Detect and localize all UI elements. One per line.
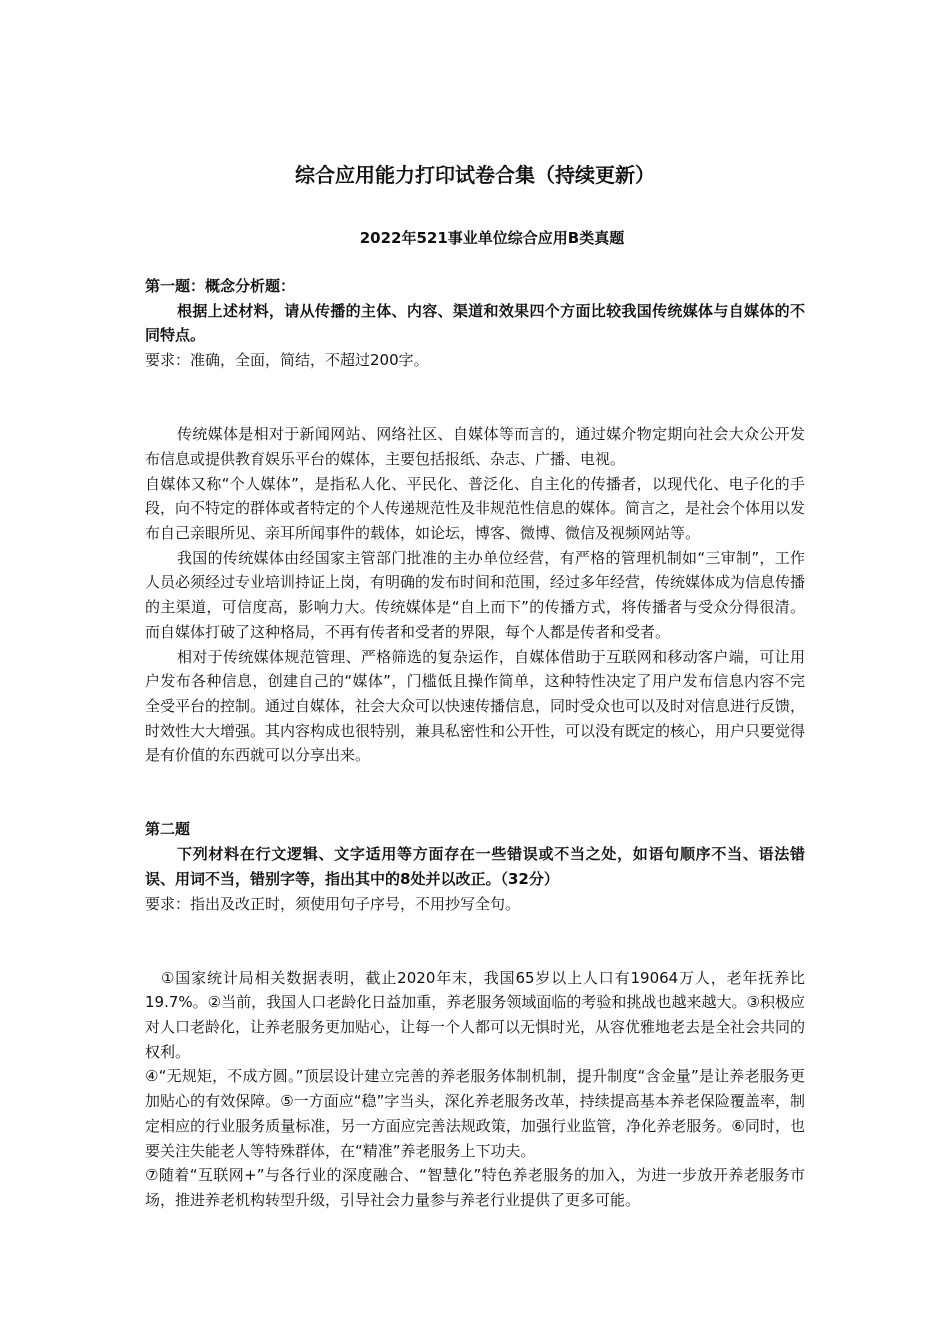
spacer [145, 916, 805, 941]
q1-answer-paragraph: 相对于传统媒体规范管理、严格筛选的复杂运作，自媒体借助于互联网和移动客户端，可让用户发布各种信息，创建自己的“媒体”，门槛低且操作简单，这种特性决定了用户发布信息内容不完全受平台的控制。通过自媒体，社会大众可以快速传播信息，同时受众也可以及时对信息进行反馈，时效性大大增强。其内容构成也很特别，兼具私密性和公开性，可以没有既定的核心，用户只要觉得是有价值的东西就可以分享出来。 [145, 647, 806, 765]
spacer [145, 941, 805, 966]
q2-heading: 第二题 [145, 820, 191, 839]
q1-prompt: 根据上述材料，请从传播的主体、内容、渠道和效果四个方面比较我国传统媒体与自媒体的不同特点。 [145, 301, 805, 345]
q1-heading: 第一题：概念分析题： [145, 277, 296, 295]
q2-material-paragraph: ①国家统计局相关数据表明，截止2020年末，我国65岁以上人口有19064万人，老年抚养比19.7%。②当前，我国人口老龄化日益加重，养老服务领域面临的考验和挑战也越来越大。③积极应对人口老龄化，让养老服务更加贴心，让每一个人都可以无惧时光，从容优雅地老去是全社会共同的权利。 [145, 968, 806, 1061]
q2-material-paragraph: ⑦随着“互联网+”与各行业的深度融合、“智慧化”特色养老服务的加入，为进一步放开养老服务市场，推进养老机构转型升级，引导社会力量参与养老行业提供了更多可能。 [145, 1166, 805, 1209]
q1-requirement: 要求：准确，全面，简结，不超过200字。 [145, 351, 429, 370]
q1-answer-paragraph: 自媒体又称“个人媒体”，是指私人化、平民化、普泛化、自主化的传播者，以现代化、电子化的手段，向不特定的群体或者特定的个人传递规范性及非规范性信息的媒体。简言之，是社会个体用以发布自己亲眼所见、亲耳所闻事件的载体，如论坛，博客、微博、微信及视频网站等。 [145, 474, 806, 542]
exam-subtitle: 2022年521事业单位综合应用B类真题 [359, 229, 625, 247]
q2-requirement: 要求：指出及改正时，须使用句子序号，不用抄写全句。 [145, 894, 521, 913]
spacer [145, 373, 805, 398]
q1-answer-paragraph: 传统媒体是相对于新闻网站、网络社区、自媒体等而言的，通过媒介物定期向社会大众公开发布信息或提供教育娱乐平台的媒体，主要包括报纸、杂志、广播、电视。 [145, 425, 805, 468]
document-title: 综合应用能力打印试卷合集（持续更新） [295, 163, 655, 187]
spacer [145, 793, 805, 818]
q2-prompt: 下列材料在行文逻辑、文字适用等方面存在一些错误或不当之处，如语句顺序不当、语法错误、用词不当，错别字等，指出其中的8处并以改正。（32分） [145, 845, 805, 888]
q2-material-paragraph: ④“无规矩，不成方圆。”顶层设计建立完善的养老服务体制机制，提升制度“含金量”是让养老服务更加贴心的有效保障。⑤一方面应“稳”字当头，深化养老服务改革，持续提高基本养老保险覆盖率，制定相应的行业服务质量标准，另一方面应完善法规政策，加强行业监管，净化养老服务。⑥同时，也要关注失能老人等特殊群体，在“精准”养老服务上下功夫。 [145, 1067, 805, 1160]
document-body [145, 274, 805, 1213]
spacer [145, 398, 805, 423]
q1-answer-paragraph: 我国的传统媒体由经国家主管部门批准的主办单位经营，有严格的管理机制如“三审制”，工作人员必须经过专业培训持证上岗，有明确的发布时间和范围，经过多年经营，传统媒体成为信息传播的主渠道，可信度高，影响力大。传统媒体是“自上而下”的传播方式，将传播者与受众分得很清。而自媒体打破了这种格局，不再有传者和受者的界限，每个人都是传者和受者。 [145, 548, 806, 641]
spacer [145, 768, 805, 793]
